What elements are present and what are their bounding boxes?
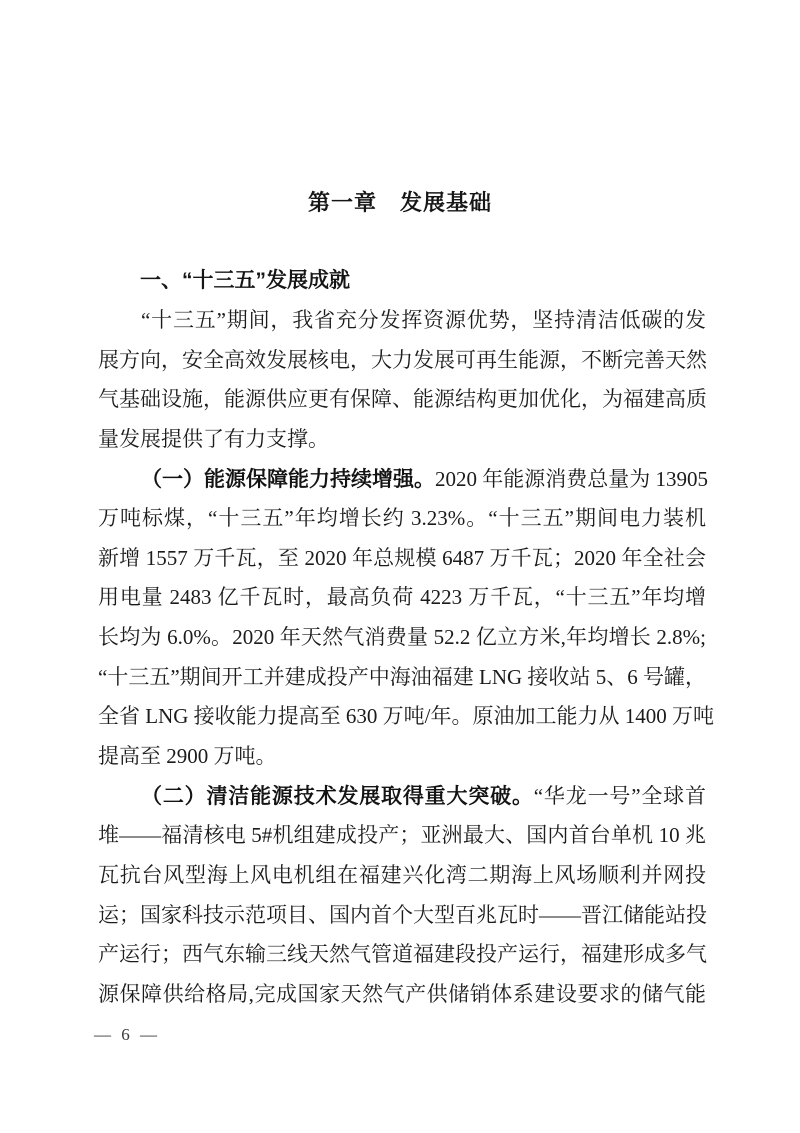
- body-line: 长均为 6.0%。2020 年天然气消费量 52.2 亿立方米,年均增长 2.8%;: [98, 625, 706, 650]
- body-line: [98, 777, 706, 817]
- page-number: — 6 —: [94, 1025, 160, 1044]
- section-heading: 一、“十三五”发展成就: [140, 269, 350, 292]
- body-line: 用电量 2483 亿千瓦时，最高负荷 4223 万千瓦，“十三五”年均增: [98, 585, 706, 610]
- body-line: 源保障供给格局,完成国家天然气产供储销体系建设要求的储气能: [98, 981, 706, 1006]
- body-line: 气基础设施，能源供应更有保障、能源结构更加优化，为福建高质: [98, 387, 707, 412]
- paragraph-3-lead-rest: “华龙一号”全球首: [533, 783, 706, 808]
- body-line: 万吨标煤，“十三五”年均增长约 3.23%。“十三五”期间电力装机: [98, 506, 706, 531]
- body-text: [98, 301, 714, 1015]
- paragraph-1: [98, 301, 706, 460]
- body-line: 展方向，安全高效发展核电，大力发展可再生能源，不断完善天然: [98, 347, 707, 372]
- body-line: 量发展提供了有力支撑。: [98, 426, 329, 451]
- body-line: 运；国家科技示范项目、国内首个大型百兆瓦时——晋江储能站投: [98, 902, 707, 927]
- body-line: 新增 1557 万千瓦，至 2020 年总规模 6487 万千瓦；2020 年全社会: [98, 545, 706, 570]
- body-line: 提高至 2900 万吨。: [98, 744, 277, 769]
- paragraph-2: [98, 460, 714, 777]
- body-line: 全省 LNG 接收能力提高至 630 万吨/年。原油加工能力从 1400 万吨: [98, 704, 714, 729]
- body-line: 瓦抗台风型海上风电机组在福建兴化湾二期海上风场顺利并网投: [98, 862, 706, 887]
- body-line: “十三五”期间，我省充分发挥资源优势，坚持清洁低碳的发: [141, 308, 706, 332]
- paragraph-3: [98, 777, 706, 1015]
- paragraph-3-lead: （二）清洁能源技术发展取得重大突破。: [141, 784, 534, 808]
- chapter-title: 第一章 发展基础: [307, 190, 492, 215]
- body-line: “十三五”期间开工并建成投产中海油福建 LNG 接收站 5、6 号罐，: [98, 664, 706, 689]
- paragraph-2-lead: （一）能源保障能力持续增强。: [141, 467, 435, 491]
- body-line: [98, 460, 706, 500]
- body-line: 堆——福清核电 5#机组建成投产；亚洲最大、国内首台单机 10 兆: [98, 823, 706, 848]
- body-line: 产运行；西气东输三线天然气管道福建段投产运行，福建形成多气: [98, 942, 707, 967]
- paragraph-2-lead-rest: 2020 年能源消费总量为 13905: [435, 466, 708, 491]
